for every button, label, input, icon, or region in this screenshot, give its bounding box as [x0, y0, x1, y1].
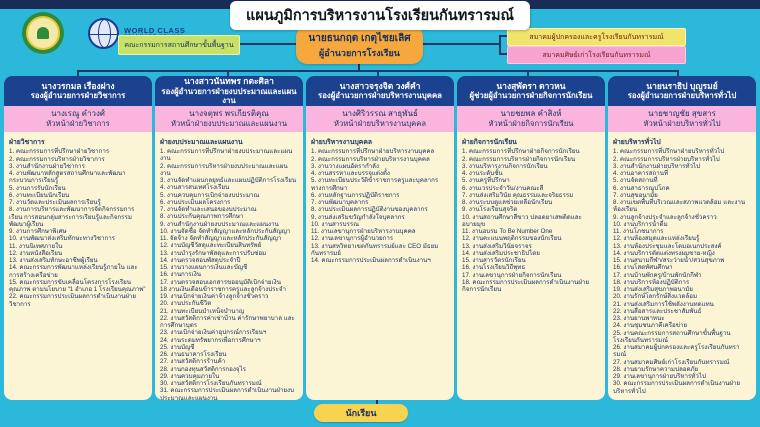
duty-item: 5. งานทะเบียนประวัติข้าราชการครูและบุคลากรทางการศึกษา [311, 177, 439, 192]
duty-item: 23. งานเบิกจ่ายเงินค่าอุปกรณ์การเรียนฯ [160, 329, 267, 337]
page-title: แผนภูมิการบริหารงานโรงเรียนกันทรารมณ์ [230, 1, 530, 30]
duty-item: 26. งานธนาคารโรงเรียน [160, 351, 227, 358]
department-column-2 [155, 76, 303, 400]
head-of-department [155, 106, 303, 132]
students-box: นักเรียน [314, 404, 408, 422]
duty-item: 9. งานลูกจ้างประจำและลูกจ้างชั่วคราว [613, 213, 717, 221]
duty-item: 29. งานเลขานุการฝ่ายบริหารทั่วไป [613, 373, 706, 380]
duty-item: 3. งานสำนักงานฝ่ายบริหารทั่วไป [613, 162, 701, 170]
school-logo [22, 12, 64, 54]
duty-item: 6. งานสาธารณูปโภค [613, 184, 670, 192]
duty-item: 20. งานประกันชีวิต [160, 300, 212, 308]
section-title: ฝ่ายวิชาการ [9, 139, 45, 147]
duty-item: 22. งานสวัสดิการค่าเช่าบ้าน ค่ารักษาพยาบาล และการศึกษาบุตร [160, 314, 295, 329]
duty-item: 22. คณะกรรมการประเมินผลการดำเนินงานฝ่ายวิชาการ [9, 293, 137, 308]
duty-item: 10. งานจัดซื้อ จัดทำสัญญาและหลักประกันสัญญา [160, 227, 291, 235]
school-board-box: คณะกรรมการสถานศึกษาขั้นพื้นฐาน [118, 35, 240, 55]
head-role: หัวหน้าฝ่ายงบประมาณและแผนงาน [170, 119, 288, 129]
duty-list [306, 132, 454, 400]
duty-item: 1. คณะกรรมการที่ปรึกษาฝ่ายงบประมาณและแผนงาน [160, 148, 293, 163]
deputy-role: รองผู้อำนวยการฝ่ายบริหารทั่วไป [627, 91, 737, 101]
deputy-header [155, 76, 303, 106]
section-title: ฝ่ายงบประมาณและแผนงาน [160, 139, 243, 146]
head-name: นางจตุพร พรเกียรติคุณ [189, 108, 269, 118]
duty-item: 1. คณะกรรมการที่ปรึกษาฝ่ายบริหารงานบุคคล [311, 148, 435, 156]
duty-item: 3. งานจัดทำแผนกลยุทธ์และแผนปฏิบัติการโรงเรียน [160, 177, 297, 184]
duty-list [608, 132, 756, 400]
duty-item: 2. คณะกรรมการบริหารฝ่ายบริหารงานบุคคล [311, 155, 430, 163]
duty-item: 4. งานระดับชั้น [462, 170, 503, 177]
wcss-line1: WORLD CLASS [124, 25, 186, 35]
duty-item: 2. คณะกรรมการบริหารฝ่ายวิชาการ [9, 155, 105, 163]
duty-item: 8. งานประกันคุณภาพการศึกษา [160, 213, 244, 221]
duty-item: 5. งานจัดสถานที่ [613, 177, 658, 185]
director-box [296, 26, 423, 64]
duty-item: 1. คณะกรรมการที่ปรึกษาฝ่ายกิจการนักเรียน [462, 148, 580, 156]
duty-item: 2. คณะกรรมการบริหารฝ่ายบริหารทั่วไป [613, 155, 720, 163]
duty-item: 2. คณะกรรมการบริหารฝ่ายกิจการนักเรียน [462, 155, 576, 163]
duty-item: 19. งานส่งเสริมสุขภาพอนามัย [613, 286, 693, 293]
duty-item: 3. งานบริหารงานกิจการนักเรียน [462, 162, 548, 170]
head-role: หัวหน้าฝ่ายบริหารงานบุคคล [334, 119, 426, 129]
duty-item: 14. คณะกรรมการประเมินผลการดำเนินงานฯ [311, 257, 431, 264]
deputy-role: ผู้ช่วยผู้อำนวยการฝ่ายกิจการนักเรียน [469, 91, 593, 101]
head-of-department [608, 106, 756, 132]
duty-item: 13. งานส่งเสริมวินัยจราจร [462, 242, 532, 250]
duty-item: 12. งานหนังสือเรียน [9, 249, 63, 257]
head-role: หัวหน้าฝ่ายบริหารทั่วไป [643, 119, 721, 129]
duty-item: 5. งานควบคุมการเบิกจ่ายงบประมาณ [160, 191, 260, 199]
duty-item: 8. งานระบบดูแลช่วยเหลือนักเรียน [462, 199, 553, 206]
deputy-role: รองผู้อำนวยการฝ่ายวิชาการ [30, 91, 126, 101]
duty-item: 10. งานพัฒนาส่งเสริมทักษะทางวิชาการ [9, 235, 116, 243]
globe-icon [88, 18, 119, 49]
duty-item: 17. งานบ้านพักครู/บ้านพักนักกีฬา [613, 271, 702, 279]
duty-item: 14. คณะกรรมการพัฒนาแหล่งเรียนรู้ภายใน และการสร้างเครือข่าย [9, 264, 138, 279]
duty-item: 7. งานจัดทำและเสนอของบประมาณ [160, 206, 257, 213]
duty-item: 31. คณะกรรมการประเมินผลการดำเนินงานฝ่ายงบประมาณและแผนงาน [160, 387, 294, 400]
duty-item: 7. งานสุขอนามัย [613, 191, 658, 199]
head-role: หัวหน้าฝ่ายวิชาการ [46, 119, 110, 129]
director-role: ผู้อำนวยการโรงเรียน [319, 47, 400, 58]
duty-item: 30. คณะกรรมการประเมินผลการดำเนินงานฝ่ายบริหารทั่วไป [613, 380, 741, 395]
duty-list [457, 132, 605, 400]
alumni-association-box: สมาคมศิษย์เก่าโรงเรียนกันทรารมณ์ [507, 46, 686, 64]
duty-item: 4. งานอาคารสถานที่ [613, 170, 669, 177]
duty-item: 28. งานกองทุนสวัสดิการกองจุไร [160, 365, 246, 373]
department-column-3 [306, 76, 454, 400]
duty-item: 9. งานโรงเรียนสุจริต [462, 206, 518, 214]
duty-item: 21. งานทะเบียนบำเหน็จบำนาญ [160, 307, 245, 315]
duty-item: 15. งานสารวัตรนักเรียน [462, 257, 526, 264]
duty-item: 11. จัดจ้าง จัดทำสัญญาและหลักประกันสัญญา [160, 235, 282, 242]
duty-item: 10. งานสถานศึกษาสีขาว ปลอดยาเสพติดและอบายมุข [462, 213, 582, 228]
duty-item: 18 งานเงินเดือนข้าราชการครูและลูกจ้างประจำ [160, 285, 286, 293]
duty-item: 27. งานสวัสดิการร้านค้า [160, 358, 226, 366]
duty-item: 25. งานคณะกรรมการสถานศึกษาขั้นพื้นฐานโรงเรียนกันทรารมณ์ [613, 329, 731, 344]
duty-item: 6. งานทะเบียนนักเรียน [9, 191, 70, 199]
duty-item: 7. งานวัดและประเมินผลการเรียนรู้ [9, 199, 101, 206]
parents-teachers-association-box: สมาคมผู้ปกครองและครูโรงเรียนกันทรารมณ์ [507, 28, 686, 46]
duty-item: 3. งานวางแผนอัตรากำลัง [311, 162, 379, 170]
duty-item: 18. งานบริการห้องปฏิบัติการ [613, 278, 690, 286]
head-name: นายชาญชัย สุขสาร [648, 109, 716, 118]
department-column-5 [608, 76, 756, 400]
duty-item: 10. งานบริการน้ำดื่ม [613, 220, 668, 228]
deputy-name: นางสุพัตรา ดาวหน [496, 80, 566, 91]
duty-item: 10. งานสารบรรณ [311, 220, 359, 228]
head-of-department [4, 106, 152, 132]
deputy-name: นายนราธิป บุญรมย์ [646, 80, 718, 91]
duty-item: 16. งานการเงิน [160, 271, 201, 279]
department-column-1 [4, 76, 152, 400]
duty-item: 12. งานบัญชีวัสดุและทะเบียนสินทรัพย์ [160, 242, 262, 250]
deputy-role: รองผู้อำนวยการฝ่ายงบประมาณและแผนงาน [161, 86, 297, 106]
deputy-header [457, 76, 605, 106]
duty-item: 28. งานยามรักษาความปลอดภัย [613, 365, 699, 373]
department-column-4 [457, 76, 605, 400]
duty-item: 30. งานสวัสดิการโรงเรียนกันทรารมณ์ [160, 380, 262, 387]
section-title: ฝ่ายบริหารงานบุคคล [311, 139, 373, 147]
duty-item: 11. งานเลขานุการฝ่ายบริหารงานบุคคล [311, 228, 416, 235]
duty-item: 25. งานบัญชี [160, 343, 195, 351]
deputy-name: นางสาวจรุงจิต วงศ์คำ [339, 80, 421, 91]
duty-item: 11. งานโภชนาการ [613, 228, 664, 235]
connector-board-director [238, 43, 296, 45]
department-columns [4, 76, 756, 400]
duty-item: 23. งานยานพาหนะ [613, 315, 665, 322]
director-name: นายธนกฤต เกตุไชยเลิศ [308, 32, 411, 44]
duty-item: 4. งานพัฒนาหลักสูตรสถานศึกษาและพัฒนากระบวนการเรียนรู้ [9, 170, 126, 185]
duty-item: 11. งานอบรม To Be Number One [462, 228, 553, 235]
head-name: นายชยพล คำสิงห์ [500, 109, 562, 118]
duty-item: 24. งานระดมทรัพยากรเพื่อการศึกษาฯ [160, 336, 261, 344]
deputy-name: นางวรกมล เรืองฝาง [41, 80, 115, 91]
duty-item: 17. งานตรวจสอบเอกสารขออนุมัติเบิกจ่ายเงิน [160, 278, 281, 286]
duty-item: 18. คณะกรรมการประเมินผลการดำเนินงานฝ่ายกิจการนักเรียน [462, 278, 590, 293]
duty-item: 12. งานเลขานุการผู้อำนวยการ [311, 235, 394, 243]
duty-item: 8. งานประเมินผลการปฏิบัติงานของบุคลากร [311, 206, 428, 214]
duty-item: 29. งานควบคุมภายใน [160, 372, 220, 380]
duty-item: 9. งานการศึกษาพิเศษ [9, 228, 67, 235]
duty-item: 7. งานพัฒนาบุคลากร [311, 199, 369, 206]
duty-item: 17. งานเลขานุการฝ่ายกิจการนักเรียน [462, 271, 562, 279]
head-name: นางศิริวรรณ สาธุพันธ์ [342, 109, 418, 118]
head-of-department [457, 106, 605, 132]
duty-item: 13. งานสหวิทยาเขตกันทรารมย์และ CEO มัธยมกันทรารมย์ [311, 242, 439, 257]
duty-item: 27. งานสมาคมศิษย์เก่าโรงเรียนกันทรารมณ์ [613, 358, 730, 366]
duty-item: 16. งานโรงเรียนวิถีพุทธ [462, 264, 526, 272]
duty-item: 24. งานชุมชนภาคีเครือข่าย [613, 322, 688, 330]
head-of-department [306, 106, 454, 132]
duty-item: 8. งานการบริหารและพัฒนาการจัดกิจกรรมการเรียน การสอนกลุ่มสาระการเรียนรู้และกิจกรรมพัฒนาผู้เรียน [9, 206, 135, 228]
connector-director-associations [423, 43, 500, 45]
duty-item: 4. งานสรรหาและบรรจุแต่งตั้ง [311, 170, 390, 177]
duty-list [155, 132, 303, 400]
section-title: ฝ่ายบริหารทั่วไป [613, 139, 661, 147]
duty-item: 12. งานคะแนนพฤติกรรมของนักเรียน [462, 235, 562, 243]
duty-item: 1. คณะกรรมการที่ปรึกษาฝ่ายวิชาการ [9, 148, 110, 156]
duty-item: 14. งานบริการตัดแต่งทรงผมชาย-หญิง [613, 249, 715, 257]
duty-list [4, 132, 152, 400]
duty-item: 21. งานส่งเสริมการใช้พลังงานทดแทน [613, 300, 714, 308]
duty-item: 6. งานหลักฐานการปฏิบัติราชการ [311, 191, 400, 199]
duty-item: 13. งานบำรุงรักษาพัสดุและการปรับซ่อม [160, 249, 267, 257]
duty-item: 16. งานโสตทัศนศึกษา [613, 264, 673, 272]
duty-item: 5. งานครูที่ปรึกษา [462, 177, 510, 185]
duty-item: 6. งานประเมินผลโครงการ [160, 198, 231, 206]
head-role: หัวหน้าฝ่ายกิจการนักเรียน [488, 119, 574, 129]
duty-item: 9. งานสำนักงานฝ่ายงบประมาณและแผนงาน [160, 220, 279, 228]
duty-item: 15. งานสนามกีฬา/สระว่ายน้ำ/สวนสุขภาพ [613, 257, 725, 264]
deputy-header [608, 76, 756, 106]
duty-item: 12. งานห้องสมุดและแหล่งเรียนรู้ [613, 235, 700, 243]
duty-item: 8. งานเขตพื้นที่บริเวณและสภาพแวดล้อม และงานห้องเรียน [613, 199, 746, 214]
duty-item: 9. งานส่งเสริมขวัญกำลังใจบุคลากร [311, 213, 405, 221]
deputy-name: นางสาวนันทพร กตะศิลา [184, 76, 274, 86]
connector-associations-bracket [499, 35, 501, 54]
duty-item: 20. งานรักษ์โลกรักษ์สิ่งแวดล้อม [613, 293, 698, 301]
duty-item: 5. งานการรับนักเรียน [9, 184, 66, 192]
deputy-header [4, 76, 152, 106]
school-logo-inner [26, 16, 60, 50]
deputy-role: รองผู้อำนวยการฝ่ายบริหารงานบุคคล [318, 91, 442, 101]
duty-item: 15. งานวางแผนการเงินและบัญชี [160, 264, 248, 271]
head-name: นางเรณู คำวงศ์ [51, 109, 105, 118]
deputy-header [306, 76, 454, 106]
duty-item: 4. งานสารสนเทศโรงเรียน [160, 184, 230, 192]
duty-item: 14. งานส่งเสริมประชาธิปไตย [462, 249, 540, 257]
duty-item: 11. งานนิเทศภายใน [9, 242, 63, 250]
duty-item: 13. งานห้องประชุมและโดมอเนกประสงค์ [613, 242, 722, 250]
duty-item: 14. งานตรวจสอบพัสดุประจำปี [160, 256, 241, 264]
section-title: ฝ่ายกิจการนักเรียน [462, 139, 517, 147]
duty-item: 26. งานสมาคมผู้ปกครองและครูโรงเรียนกันทรารมณ์ [613, 344, 740, 359]
duty-item: 19. งานเบิกจ่ายเงินค่าจ้างลูกจ้างชั่วคราว [160, 293, 269, 300]
duty-item: 15. คณะกรรมการขับเคลื่อนโครงการโรงเรียนคุณภาพ ตามนโยบาย “1 อำเภอ 1 โรงเรียนคุณภาพ” [9, 278, 146, 293]
duty-item: 13. งานส่งเสริมทักษะอาชีพผู้เรียน [9, 257, 98, 264]
duty-item: 7. งานส่งเสริมวินัย คุณธรรมและจริยธรรม [462, 191, 574, 199]
duty-item: 2. คณะกรรมการบริหารฝ่ายงบประมาณและแผนงาน [160, 162, 288, 177]
duty-item: 1. คณะกรรมการที่ปรึกษาฝ่ายบริหารทั่วไป [613, 148, 725, 156]
duty-item: 22. งานสื่อสารและประชาสัมพันธ์ [613, 307, 702, 315]
tree-icon [37, 27, 49, 39]
duty-item: 3. งานสำนักงานฝ่ายวิชาการ [9, 162, 85, 170]
duty-item: 6. งานเวรประจำวัน/งานคณะสี [462, 184, 544, 192]
